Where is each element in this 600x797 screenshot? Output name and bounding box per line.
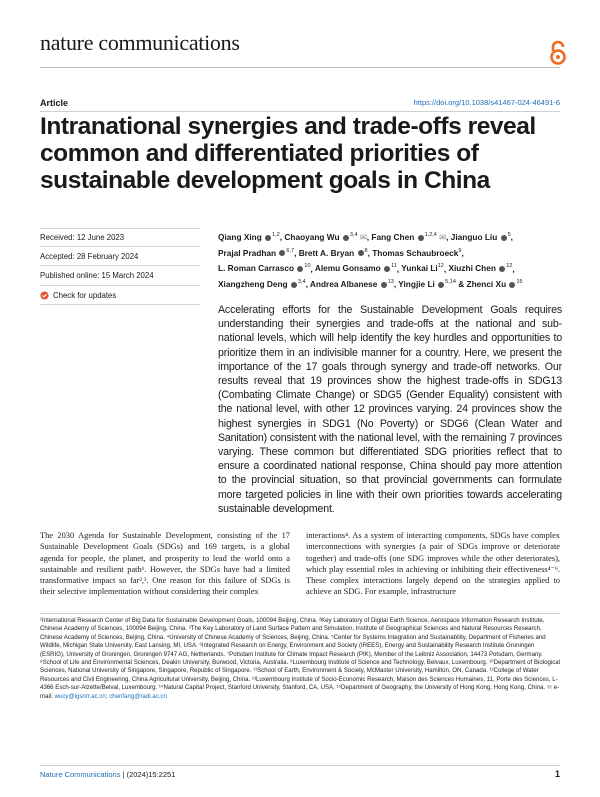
article-title: Intranational synergies and trade-offs reveal common and differentiated priorities of sustainable development goals in China [40, 113, 536, 194]
email-icon: ✉ [359, 231, 367, 242]
author: Jianguo Liu $^5$ [450, 231, 511, 242]
author: Prajal Pradhan $^{6,7}$ [218, 247, 295, 258]
author: Fang Chen $^{1,2,4}$ ✉ [371, 231, 447, 242]
orcid-icon[interactable] [509, 282, 515, 288]
orcid-icon[interactable] [343, 235, 349, 241]
meta-rule [40, 304, 200, 305]
open-access-icon [548, 40, 568, 66]
check-updates-label: Check for updates [53, 291, 117, 300]
author: L. Roman Carrasco $^{10}$ [218, 263, 311, 274]
body-column-2: interactions⁴. As a system of interacting components, SDGs have complex interconnections with synergies (a pair of SDGs improve or deteriorate together) and trade-offs (one SDG improves while the other deteriorates), which play essential roles in achieving or inhibiting their effectiveness⁴⁻⁶. These complex interactions largely depend on the strategies applied to achieve an SDG. For example, infrastructure [306, 531, 560, 597]
received-date: Received: 12 June 2023 [40, 233, 125, 242]
footer-volume: | (2024)15:2251 [120, 770, 176, 779]
title-rule [40, 111, 560, 112]
orcid-icon[interactable] [297, 266, 303, 272]
orcid-icon[interactable] [384, 266, 390, 272]
affiliations [40, 617, 560, 701]
orcid-icon[interactable] [279, 250, 285, 256]
orcid-icon[interactable] [499, 266, 505, 272]
journal-name: nature communications [40, 30, 240, 55]
orcid-icon[interactable] [418, 235, 424, 241]
author: Yunkai Li$^{12}$ [401, 263, 444, 274]
email-label: e-mail: [40, 684, 560, 700]
author: Thomas Schaubroeck$^9$ [372, 247, 462, 258]
abstract: Accelerating efforts for the Sustainable Development Goals requires understanding their synergies and trade-offs at the national and sub-national levels, which will help identify the key hurdles and opportunities to prioritize them in an indivisible manner for a country. Here, we present the importance of the 17 goals through synergy and trade-off networks. Our results reveal that 19 provinces show the highest trade-offs in SDG13 (Combating Climate Change) or SDG5 (Gender Equality) consistent with the national level, with other 12 provinces varying. 24 provinces show the highest synergies in SDG1 (No Poverty) or SDG6 (Clean Water and Sanitation) consistent with the national level, with the remaining 7 provinces varying. These common but differentiated SDG priorities reflect that to ensure a coordinated national response, China should pay more attention to the provincial situation, so that provincial governments can formulate more targeted policies in line with their own priorities towards accelerating sustainable development. [218, 304, 562, 515]
header-rule [40, 67, 560, 68]
author-list: Qiang Xing $^{1,2}$, Chaoyang Wu $^{3,4}$ ✉, Fang Chen $^{1,2,4}$ ✉, Jianguo Liu $^5$, Prajal Pradhan $^{6,7}$, Brett A. Bryan $^8$, Thomas Schaubroeck$^9$, L. Roman Carrasco $^{10}$, Alemu Gonsamo $^{11}$, Yunkai Li$^{12}$, Xiuzhi Chen $^{12}$, Xiangzheng Deng $^{3,4}$, Andrea Albanese $^{13}$, Yingjie Li $^{5,14}$ & Zhenci Xu $^{15}$ [218, 231, 523, 290]
orcid-icon[interactable] [358, 250, 364, 256]
check-updates-link[interactable] [40, 291, 116, 300]
footer-journal[interactable]: Nature Communications [40, 770, 121, 779]
author: Chaoyang Wu $^{3,4}$ ✉ [284, 231, 367, 242]
author: Yingjie Li $^{5,14}$ [398, 279, 456, 290]
check-updates-icon [40, 291, 49, 300]
doi-link[interactable]: https://doi.org/10.1038/s41467-024-46491-6 [413, 98, 560, 107]
author: Alemu Gonsamo $^{11}$ [314, 263, 397, 274]
page-number: 1 [554, 769, 560, 779]
author: Zhenci Xu $^{15}$ [466, 279, 523, 290]
author: Brett A. Bryan $^8$ [298, 247, 368, 258]
email-icon: ✉ [546, 684, 552, 692]
published-date: Published online: 15 March 2024 [40, 271, 154, 280]
meta-rule [40, 246, 200, 247]
author: Xiangzheng Deng $^{3,4}$ [218, 279, 306, 290]
orcid-icon[interactable] [438, 282, 444, 288]
affiliations-rule [40, 613, 560, 614]
orcid-icon[interactable] [381, 282, 387, 288]
footer-rule [40, 765, 560, 766]
meta-rule [40, 265, 200, 266]
footer-citation [40, 770, 175, 779]
orcid-icon[interactable] [501, 235, 507, 241]
affiliations-text: ¹International Research Center of Big Data for Sustainable Development Goals, 100094 Beijing, China. ²Key Laboratory of Digital Earth Science, Aerospace Information Research Institute, Chinese Academy of Sciences, 100094 Beijing, China. ³The Key Laboratory of Land Surface Pattern and Simulation, Institute of Geographical Sciences and Natural Resources Research, Chinese Academy of Sciences, Beijing, China. ⁴University of Chinese Academy of Sciences, Beijing, China. ⁵Center for Systems Integration and Sustainability, Department of Fisheries and Wildlife, Michigan State University, East Lansing, MI, USA. ⁶Integrated Research on Energy, Environment and Society (IREES), Energy and Sustainability Research Institute Groningen (ESRIG), University of Groningen, Groningen 9747 AG, Netherlands. ⁷Potsdam Institute for Climate Impact Research (PIK), Member of the Leibniz Association, 14473 Potsdam, Germany. ⁸School of Life and Environmental Sciences, Deakin University, Burwood, Victoria, Australia. ⁹Luxembourg Institute of Science and Technology, Belvaux, Luxembourg. ¹⁰Department of Biological Sciences, National University of Singapore, Singapore, Republic of Singapore. ¹¹School of Earth, Environment & Society, McMaster University, Hamilton, ON, Canada. ¹²College of Water Resources and Civil Engineering, China Agricultural University, Beijing, China. ¹³Luxembourg Institute of Socio-Economic Research, Maison des Sciences Humaines, 11, Porte des Sciences, L-4366 Esch-sur-Alzette/Belval, Luxembourg. ¹⁴Natural Capital Project, Stanford University, Stanford, CA, USA. ¹⁵Department of Geography, the University of Hong Kong, Hong Kong, China. [40, 617, 560, 692]
email-addresses[interactable]: wucy@igsnrr.ac.cn; chenfang@radi.ac.cn [54, 692, 167, 700]
orcid-icon[interactable] [291, 282, 297, 288]
body-column-1: The 2030 Agenda for Sustainable Development, consisting of the 17 Sustainable Development Goals (SDGs) and 169 targets, is a global agenda for people, the planet, and prosperity to lead the world onto a sustainable and resilient path¹. However, the SDGs have had a limited transformative impact so far²,³. One reason for this failure of SDGs is their selective implementation without considering their complex [40, 531, 290, 597]
orcid-icon[interactable] [265, 235, 271, 241]
meta-rule [40, 228, 200, 229]
meta-rule [40, 285, 200, 286]
author: Qiang Xing $^{1,2}$ [218, 231, 280, 242]
author: Andrea Albanese $^{13}$ [309, 279, 394, 290]
email-icon: ✉ [439, 231, 447, 242]
article-type: Article [40, 98, 69, 108]
accepted-date: Accepted: 28 February 2024 [40, 252, 139, 261]
author: Xiuzhi Chen $^{12}$ [448, 263, 513, 274]
